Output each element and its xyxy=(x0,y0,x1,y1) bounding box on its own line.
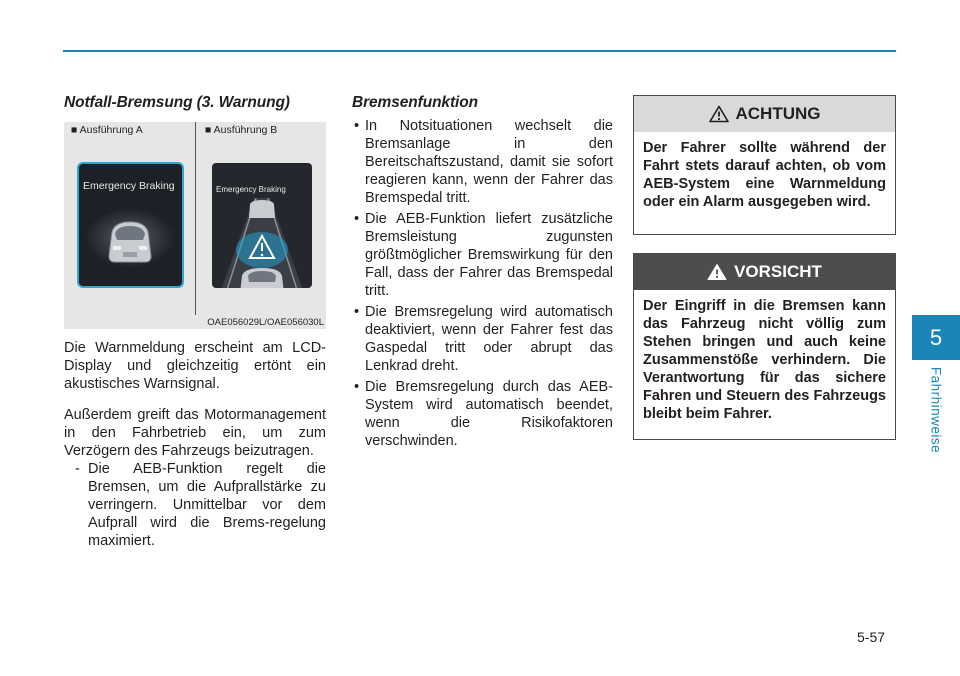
notice-box xyxy=(633,253,896,440)
display-screen-b xyxy=(212,163,312,288)
caution-header xyxy=(634,96,895,132)
list-item xyxy=(64,460,326,550)
figure-code: OAE056029L/OAE056030L xyxy=(207,317,324,328)
bullet-marker: • xyxy=(354,118,360,134)
list-item-text: Die AEB-Funktion regelt die Bremsen, um die Aufprallstärke zu verringern. Unmittelbar vor dem Aufprall wird die Brems-regelung maximiert. xyxy=(88,461,326,549)
list-item xyxy=(352,210,613,300)
section-heading-brake-function: Bremsenfunktion xyxy=(352,94,478,111)
caution-text: Der Fahrer sollte während der Fahrt stets darauf achten, ob vom AEB-System eine Warnmeldung oder ein Alarm ausgegeben wird. xyxy=(643,140,886,210)
warning-triangle-icon xyxy=(707,263,727,281)
list-item-text: Die Bremsregelung wird automatisch deaktiviert, wenn der Fahrer fest das Gaspedal tritt oder abrupt das Lenkrad dreht. xyxy=(365,304,613,374)
screen-b-text: Emergency Braking xyxy=(216,185,286,194)
list-item xyxy=(352,378,613,450)
notice-header xyxy=(634,254,895,290)
column-left xyxy=(64,93,326,550)
figure-divider xyxy=(195,122,196,315)
list-item-text: Die AEB-Funktion liefert zusätzliche Bremsleistung zugunsten größtmöglicher Bremswirkung für den Fall, dass der Fahrer das Bremspedal tritt. xyxy=(365,211,613,299)
paragraph-engine-management: Außerdem greift das Motormanagement in den Fahrbetrieb ein, um zum Verzögern des Fahrzeugs beizutragen. xyxy=(64,407,326,459)
list-item xyxy=(352,303,613,375)
figure-emergency-braking xyxy=(64,122,326,329)
column-middle xyxy=(352,93,613,453)
notice-title: VORSICHT xyxy=(734,262,822,281)
notice-text: Der Eingriff in die Bremsen kann das Fahrzeug nicht völlig zum Stehen bringen und auch keine Zusammenstöße verhindern. Die Verantwortung für das sichere Fahren und Steuern des Fahrzeugs bleibt beim Fahrer. xyxy=(643,298,886,422)
car-icon xyxy=(79,198,182,288)
bullet-marker: • xyxy=(354,379,360,395)
list-item-text: In Notsituationen wechselt die Bremsanlage in den Bereitschaftszustand, damit sie sofort reagieren kann, wenn der Fahrer das Bremspedal tritt. xyxy=(365,118,613,206)
bullet-list xyxy=(352,117,613,450)
paragraph-warning-message: Die Warnmeldung erscheint am LCD-Display und gleichzeitig ertönt ein akustisches Warnsignal. xyxy=(64,340,326,392)
screen-a-text: Emergency Braking xyxy=(83,180,175,192)
bullet-marker: • xyxy=(354,304,360,320)
page-number: 5-57 xyxy=(857,629,886,645)
list-item-text: Die Bremsregelung durch das AEB-System wird automatisch beendet, wenn die Risikofaktoren verschwinden. xyxy=(365,379,613,449)
caution-box xyxy=(633,95,896,235)
bullet-marker: • xyxy=(354,211,360,227)
warning-triangle-icon xyxy=(709,105,729,123)
lane-scene-icon xyxy=(212,198,312,288)
section-heading-emergency-braking: Notfall-Bremsung (3. Warnung) xyxy=(64,94,290,111)
top-rule xyxy=(63,50,896,52)
caution-title: ACHTUNG xyxy=(735,104,821,123)
chapter-tab: 5 xyxy=(912,315,960,360)
chapter-label: Fahrhinweise xyxy=(928,366,944,454)
figure-label-b: ■ Ausführung B xyxy=(205,124,278,136)
dash-marker: - xyxy=(75,461,80,477)
display-screen-a xyxy=(77,162,184,288)
list-item xyxy=(352,117,613,207)
figure-label-a: ■ Ausführung A xyxy=(71,124,143,136)
